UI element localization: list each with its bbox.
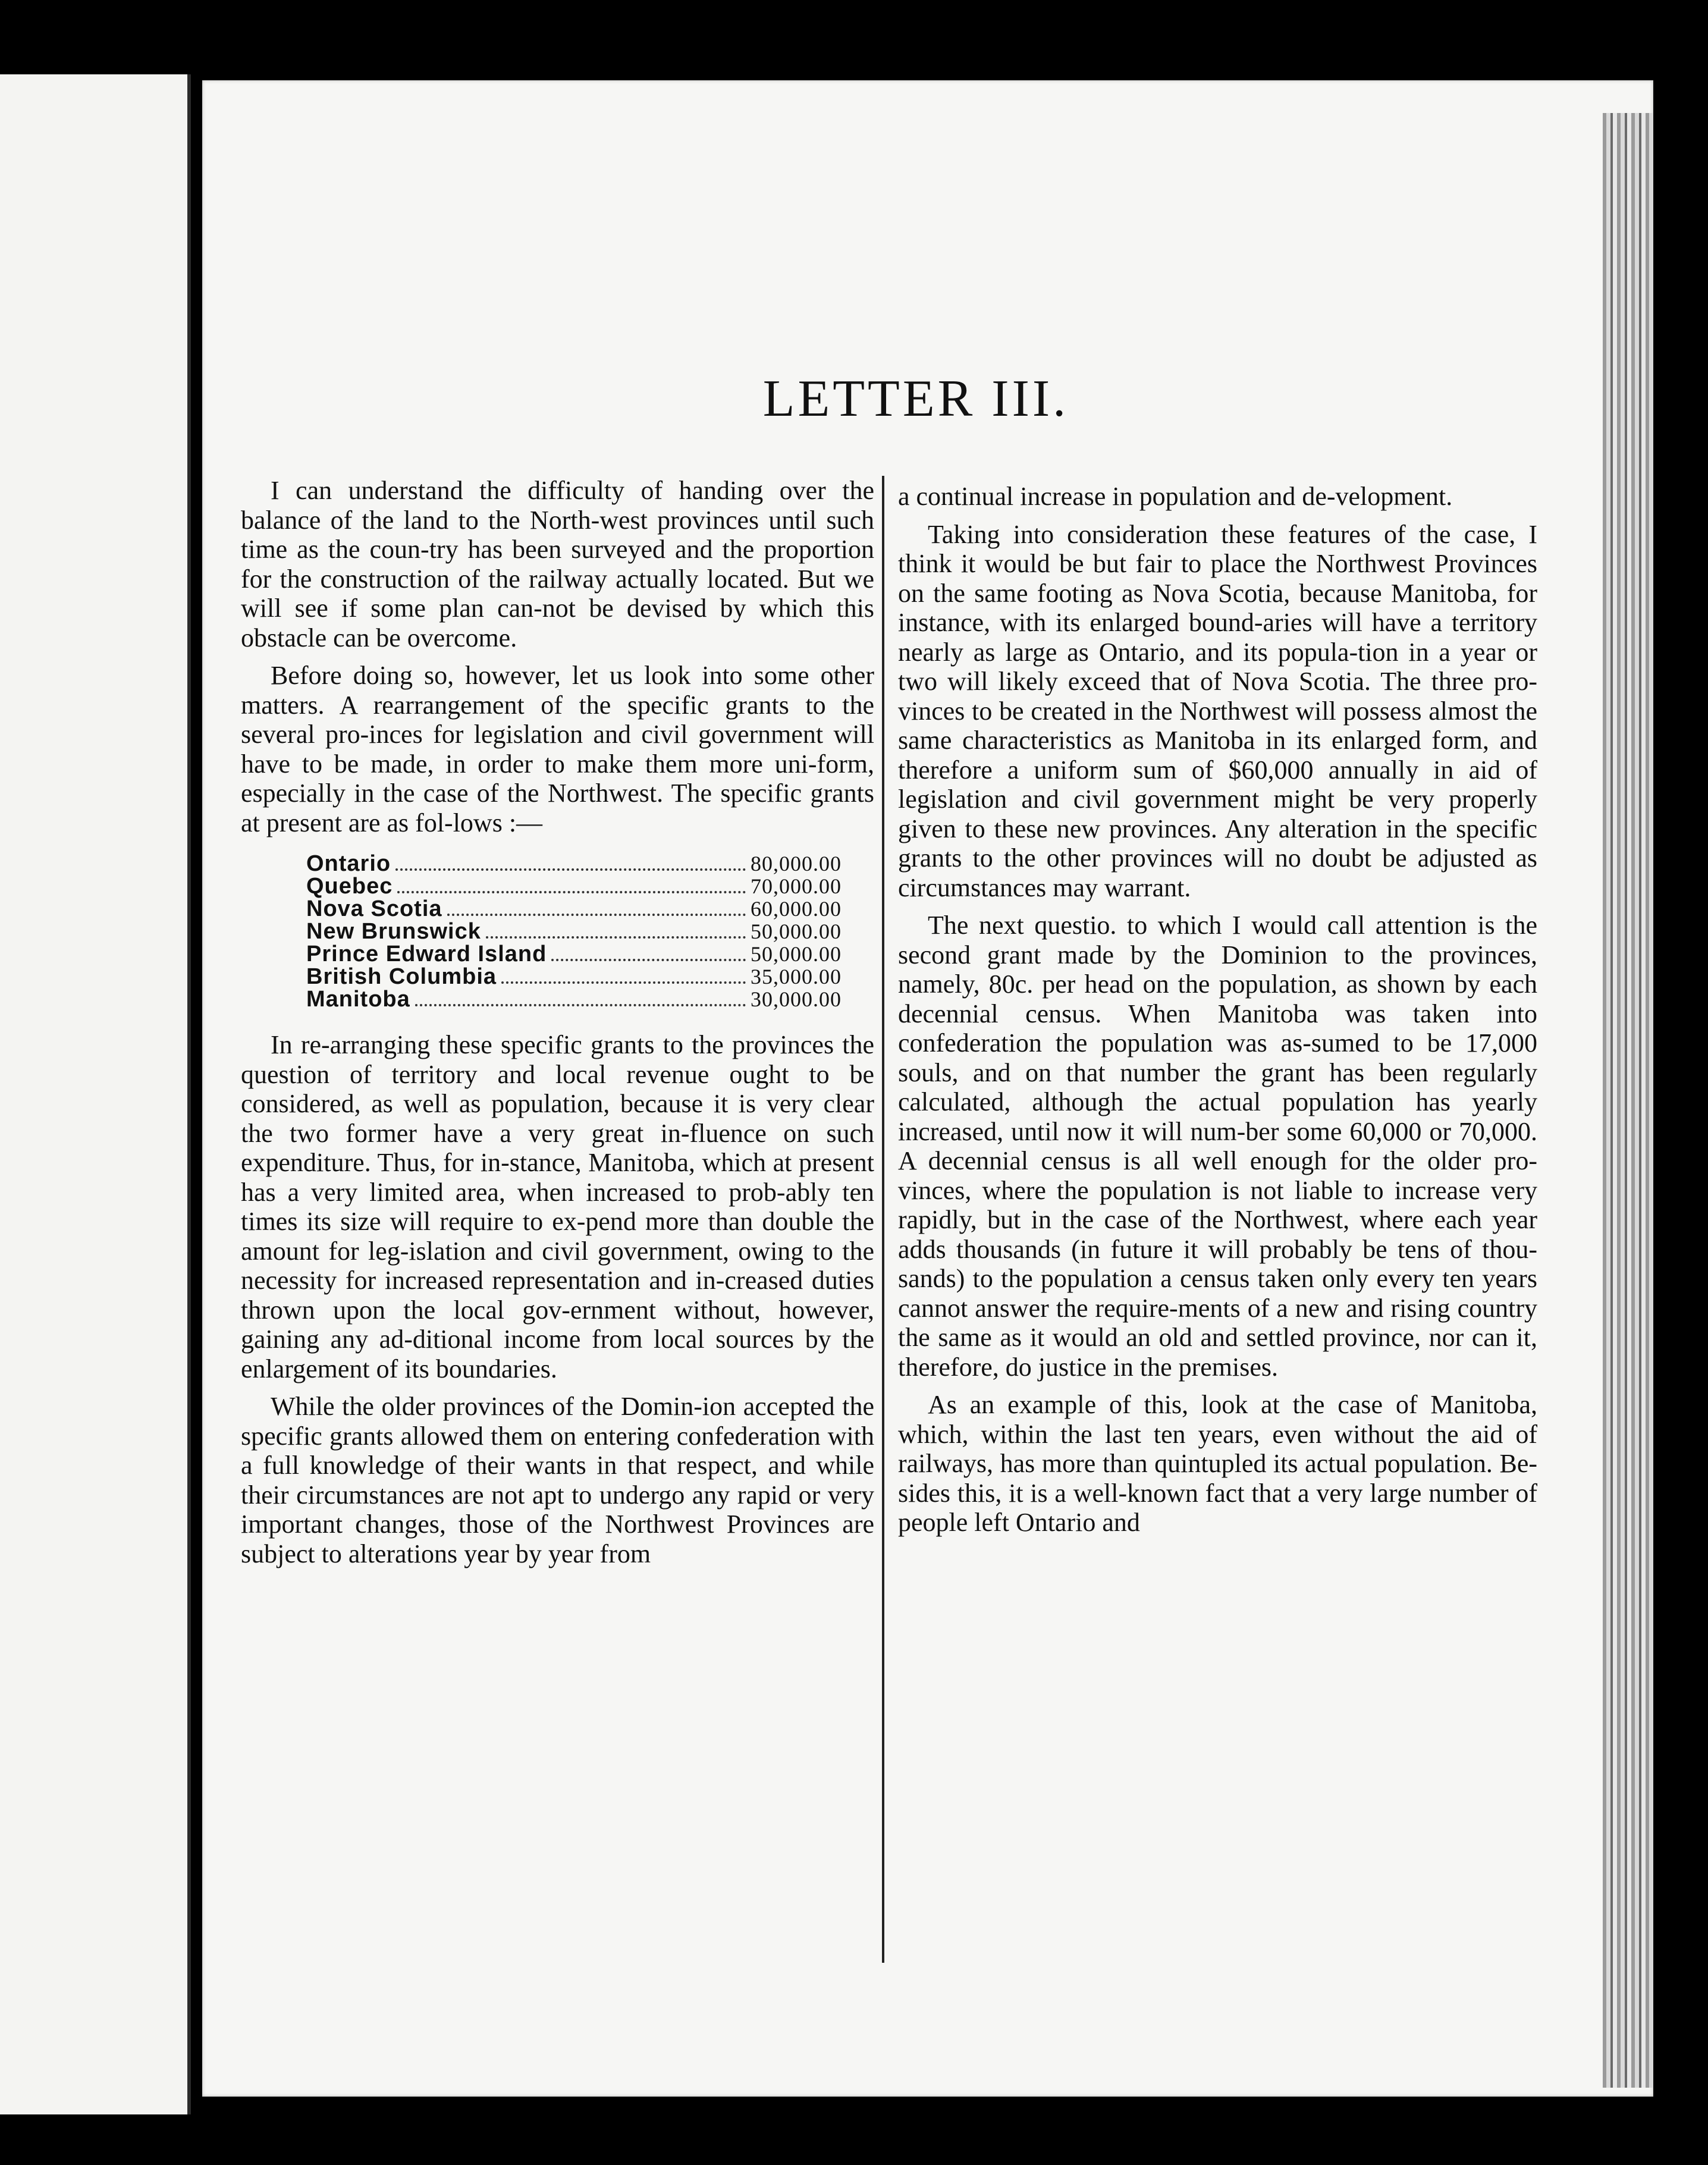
leader-dots bbox=[397, 891, 746, 893]
leader-dots bbox=[415, 1004, 746, 1006]
grant-amount: 30,000.00 bbox=[751, 987, 842, 1011]
left-column bbox=[241, 476, 874, 1577]
paragraph: Before doing so, however, let us look into some other matters. A rearrangement of the specific grants to the several pro-inces for legislation and civil government will have to be made, in order to make them more uni-form, especially in the case of the Northwest. The specific grants at present are as fol-lows :— bbox=[241, 661, 874, 837]
paragraph: Taking into consideration these features of the case, I think it would be but fair to place the Northwest Provinces on the same footing as Nova Scotia, because Manitoba, for instance, with its enlarged bound-aries will have a territory nearly as large as Ontario, and its popula-tion in a year or two will likely exceed that of Nova Scotia. The three pro-vinces to be created in the Northwest will possess almost the same characteristics as Manitoba in its enlarged form, and therefore a uniform sum of $60,000 annually in aid of legislation and civil government might be very properly given to these new provinces. Any alteration in the specific grants to the other provinces will no doubt be adjusted as circumstances may warrant. bbox=[898, 519, 1537, 902]
grant-province: Manitoba bbox=[306, 987, 410, 1012]
grant-amount: 35,000.00 bbox=[751, 965, 842, 989]
grant-amount: 80,000.00 bbox=[751, 852, 842, 876]
paragraph: As an example of this, look at the case of Manitoba, which, within the last ten years, even without the aid of railways, has more than quintupled its actual population. Be-sides this, it is a well-known fact that a very large number of people left Ontario and bbox=[898, 1390, 1537, 1537]
column-rule bbox=[882, 476, 884, 1963]
paragraph: I can understand the difficulty of handing over the balance of the land to the North-west provinces until such time as the coun-try has been surveyed and the proportion for the construction of the railway actually located. But we will see if some plan can-not be devised by which this obstacle can be overcome. bbox=[241, 476, 874, 652]
paragraph: In re-arranging these specific grants to the provinces the question of territory and local revenue ought to be considered, as well as population, because it is very clear the two former have a very great in-fluence on such expenditure. Thus, for in-stance, Manitoba, which at present has a very limited area, when increased to prob-ably ten times its size will require to ex-pend more than double the amount for leg-islation and civil government, owing to the necessity for increased representation and in-creased duties thrown upon the local gov-ernment without, however, gaining any ad-ditional income from local sources by the enlargement of its boundaries. bbox=[241, 1030, 874, 1383]
grant-amount: 50,000.00 bbox=[751, 942, 842, 966]
grant-province: Nova Scotia bbox=[306, 896, 442, 921]
grant-row bbox=[306, 966, 842, 989]
grant-amount: 70,000.00 bbox=[751, 874, 842, 898]
facing-page bbox=[0, 74, 191, 2114]
page-edges bbox=[1603, 113, 1653, 2088]
grant-province: Prince Edward Island bbox=[306, 942, 547, 967]
grant-row bbox=[306, 921, 842, 943]
leader-dots bbox=[486, 936, 746, 939]
grant-row bbox=[306, 853, 842, 876]
grant-row bbox=[306, 898, 842, 921]
grant-row bbox=[306, 876, 842, 898]
grant-province: Quebec bbox=[306, 874, 393, 899]
grant-amount: 50,000.00 bbox=[751, 920, 842, 943]
letter-title: LETTER III. bbox=[762, 370, 1069, 428]
grant-amount: 60,000.00 bbox=[751, 897, 842, 921]
grant-province: New Brunswick bbox=[306, 919, 481, 944]
leader-dots bbox=[551, 959, 746, 961]
leader-dots bbox=[501, 981, 746, 984]
grant-row bbox=[306, 943, 842, 966]
paragraph: a continual increase in population and de-velopment. bbox=[898, 482, 1453, 511]
grant-row bbox=[306, 989, 842, 1011]
grant-province: British Columbia bbox=[306, 964, 497, 989]
right-column bbox=[898, 482, 1537, 1546]
leader-dots bbox=[395, 868, 746, 871]
paragraph: While the older provinces of the Domin-ion accepted the specific grants allowed them on entering confederation with a full knowledge of their wants in that respect, and while their circumstances are not apt to undergo any rapid or very important changes, those of the Northwest Provinces are subject to alterations year by year from bbox=[241, 1392, 874, 1568]
paragraph: The next questio. to which I would call attention is the second grant made by the Dominion to the provinces, namely, 80c. per head on the population, as shown by each decennial census. When Manitoba was taken into confederation the population was as-sumed to be 17,000 souls, and on that number the grant has been regularly calculated, although the actual population has yearly increased, until now it will num-ber some 60,000 or 70,000. A decennial census is all well enough for the older pro-vinces, where the population is not liable to increase very rapidly, but in the case of the Northwest, where each year adds thousands (in future it will probably be tens of thou-sands) to the population a census taken only every ten years cannot answer the require-ments of a new and rising country the same as it would an old and settled province, nor can it, therefore, do justice in the premises. bbox=[898, 911, 1537, 1382]
grant-province: Ontario bbox=[306, 851, 391, 876]
specific-grants-list bbox=[306, 853, 842, 1011]
leader-dots bbox=[447, 914, 746, 916]
